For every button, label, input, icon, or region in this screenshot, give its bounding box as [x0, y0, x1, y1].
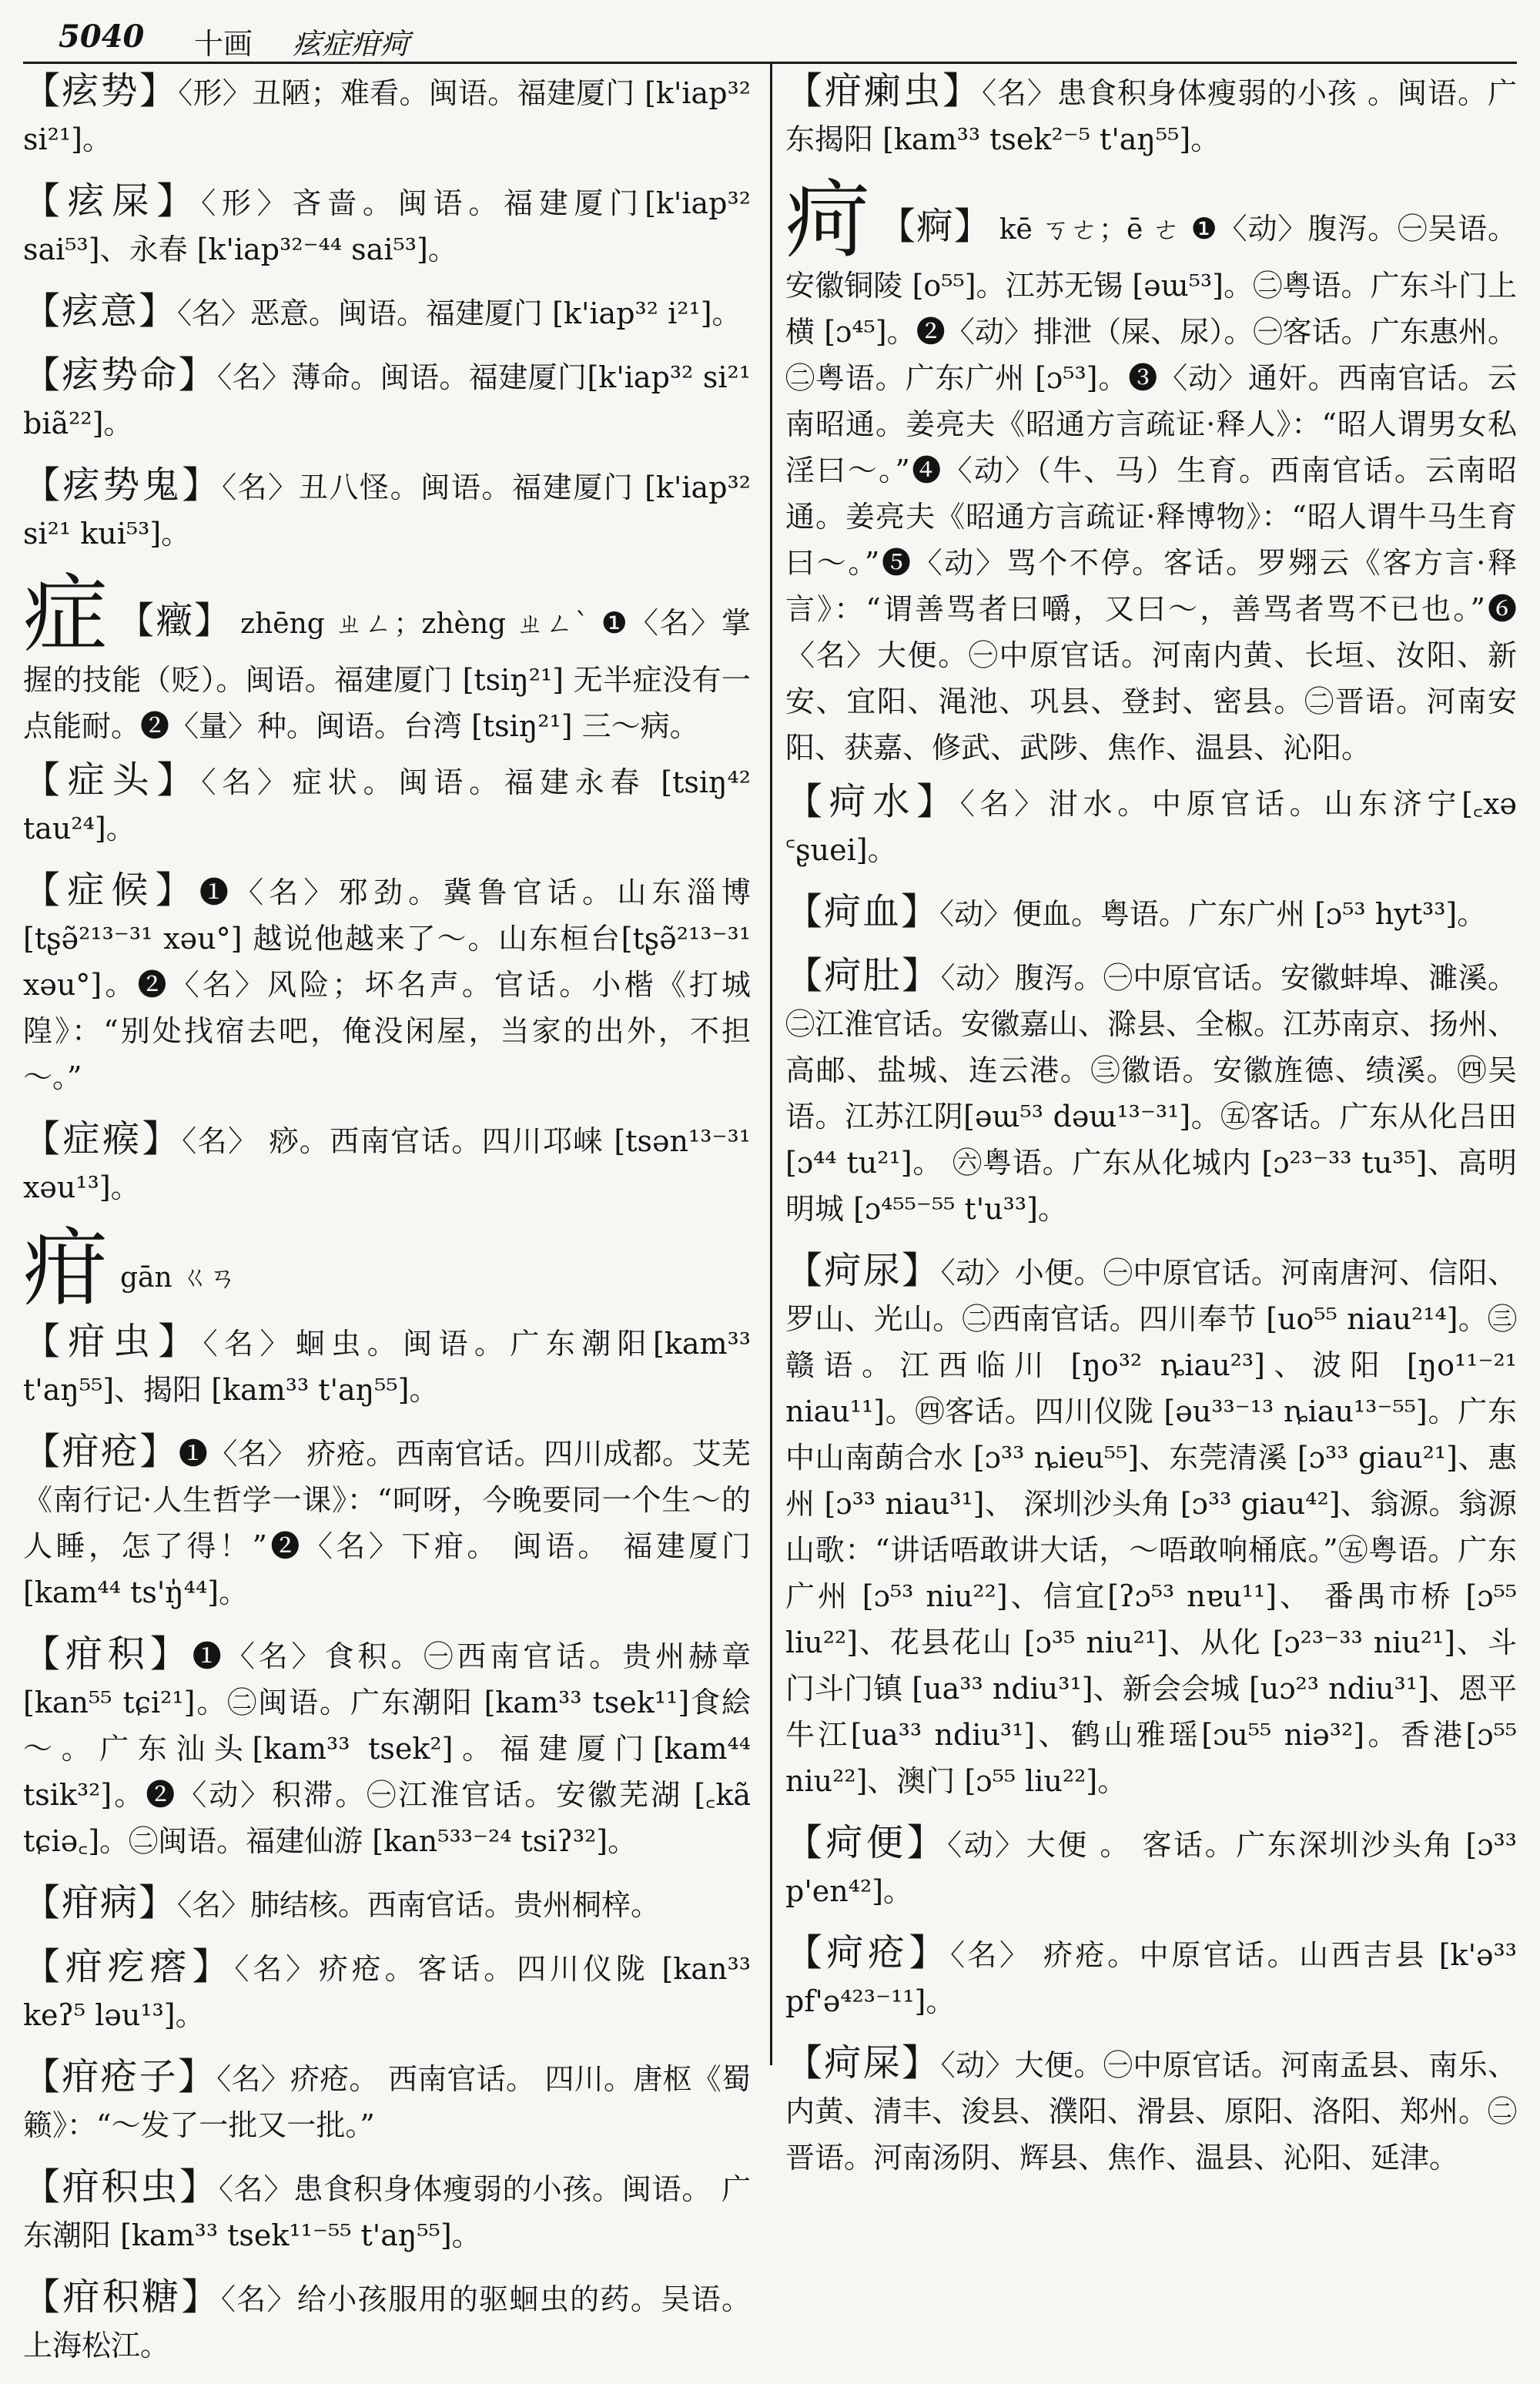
entry-headword: 【疴疮】	[785, 1931, 951, 1974]
definition: 〈动〉大便。㊀中原官话。河南孟县、南乐、内黄、清丰、浚县、濮阳、滑县、原阳、洛阳、郑州。㊁晋语。河南汤阴、辉县、焦作、温县、沁阳、延津。	[785, 2048, 1518, 2175]
entry-headword: 【疳积虫】	[23, 2165, 219, 2208]
entry-headword: 【疳疙瘩】	[23, 1945, 235, 1988]
word-entry	[23, 2054, 751, 2148]
definition: 〈名〉恶意。闽语。福建厦门 [k'iap³² i²¹]。	[177, 296, 742, 330]
word-entry	[23, 1318, 751, 1413]
head-character: 疴	[785, 171, 871, 270]
character-entry	[23, 1219, 751, 1318]
entry-headword: 【痃势鬼】	[23, 464, 223, 507]
definition: 〈名〉泔水。中原官话。山东济宁[꜀xə ꜂ʂuei]。	[785, 787, 1517, 867]
word-entry	[23, 2274, 751, 2369]
pronunciation: zhēng ㄓㄥ；zhèng ㄓㄥˋ	[240, 608, 591, 640]
variant-form: 【癥】	[117, 599, 233, 642]
running-headwords: 痃症疳疴	[293, 27, 410, 61]
definition: 〈动〉腹泻。㊀中原官话。安徽蚌埠、濉溪。㊁江淮官话。安徽嘉山、滁县、全椒。江苏南京、扬州、高邮、盐城、连云港。㊂徽语。安徽旌德、绩溪。㊃吴语。江苏江阴[əɯ⁵³ dəɯ¹³⁻³¹]。㊄客话。广东从化吕田 [ɔ⁴⁴ tu²¹]。 ㊅粤语。广东从化城内 [ɔ²³⁻³³ tu³⁵]、高明明城 [ɔ⁴⁵⁵⁻⁵⁵ t'u³³]。	[785, 961, 1518, 1226]
entry-headword: 【疳瘌虫】	[785, 69, 982, 112]
entry-headword: 【痃屎】	[23, 179, 202, 223]
word-entry	[23, 757, 751, 852]
word-entry	[23, 1631, 751, 1864]
definition: 〈名〉 痧。西南官话。四川邛崃 [tsən¹³⁻³¹ xəu¹³]。	[23, 1124, 751, 1204]
entry-headword: 【疳疮】	[23, 1430, 179, 1473]
column-divider	[770, 63, 772, 2065]
word-entry	[23, 1944, 751, 2038]
definition: 〈名〉患食积身体瘦弱的小孩。闽语。 广东潮阳 [kam³³ tsek¹¹⁻⁵⁵ t'aŋ⁵⁵]。	[23, 2172, 751, 2252]
entry-headword: 【症候】	[23, 869, 199, 912]
section-label: 十画	[194, 27, 253, 61]
definition: ❶〈名〉掌握的技能（贬）。闽语。福建厦门 [tsiŋ²¹] 无半症没有一点能耐。❷〈量〉种。闽语。台湾 [tsiŋ²¹] 三～病。	[23, 606, 751, 743]
character-entry	[23, 565, 751, 749]
entry-headword: 【疳积】	[23, 1632, 192, 1676]
variant-form: 【痾】	[878, 205, 992, 248]
definition: 〈动〉大便 。 客话。广东深圳沙头角 [ɔ³³ p'en⁴²]。	[785, 1828, 1517, 1908]
pronunciation: kē ㄎㄜ；ē ㄜ	[999, 214, 1181, 246]
definition: 〈名〉症状。闽语。福建永春 [tsiŋ⁴² tau²⁴]。	[23, 765, 751, 845]
definition: 〈名〉薄命。闽语。福建厦门[k'iap³² si²¹ biã²²]。	[23, 360, 751, 440]
definition: ❶〈名〉食积。㊀西南官话。贵州赫章[kan⁵⁵ tɕi²¹]。㊁闽语。广东潮阳 [kam³³ tsek¹¹]食絵～。广东汕头[kam³³ tsek²]。福建厦门[kam⁴⁴ tsik³²]。❷〈动〉积滞。㊀江淮官话。安徽芜湖 [꜀kã tɕiə꜀]。㊁闽语。福建仙游 [kan⁵³³⁻²⁴ tsiʔ³²]。	[23, 1639, 751, 1858]
word-entry	[785, 1820, 1517, 1914]
word-entry	[23, 867, 751, 1100]
definition: 〈名〉疥疮。客话。四川仪陇 [kan³³ keʔ⁵ ləu¹³]。	[23, 1952, 751, 2032]
definition: 〈动〉便血。粤语。广东广州 [ɔ⁵³ hyt³³]。	[939, 897, 1487, 931]
word-entry	[23, 462, 751, 557]
word-entry	[785, 778, 1517, 873]
definition: 〈名〉蛔虫。闽语。广东潮阳[kam³³ t'aŋ⁵⁵]、揭阳 [kam³³ t'aŋ⁵⁵]。	[23, 1327, 751, 1407]
entry-headword: 【症瘊】	[23, 1117, 182, 1160]
definition: ❶〈名〉 疥疮。西南官话。四川成都。艾芜《南行记·人生哲学一课》：“呵呀，今晚要同一个生～的人睡，怎了得！”❷〈名〉下疳。 闽语。 福建厦门 [kam⁴⁴ ts'ŋ̍⁴⁴]。	[23, 1437, 751, 1609]
definition: 〈形〉吝啬。闽语。福建厦门[k'iap³² sai⁵³]、永春 [k'iap³²⁻⁴⁴ sai⁵³]。	[23, 186, 751, 266]
entry-headword: 【痃意】	[23, 290, 178, 333]
definition: ❶〈名〉邪劲。冀鲁官话。山东淄博[tʂə̃²¹³⁻³¹ xəu°] 越说他越来了～。山东桓台[tʂə̃²¹³⁻³¹ xəu°]。❷〈名〉风险；坏名声。官话。小楷《打城隍》：“别处找宿去吧，俺没闲屋，当家的出外，不担～。”	[23, 876, 751, 1094]
definition: 〈名〉疥疮。 西南官话。 四川。唐枢《蜀籁》：“～发了一批又一批。”	[23, 2062, 751, 2142]
head-character: 症	[23, 565, 110, 664]
definition: 〈名〉肺结核。西南官话。贵州桐梓。	[177, 1888, 661, 1922]
entry-headword: 【疳病】	[23, 1881, 178, 1924]
word-entry	[785, 68, 1517, 162]
entry-headword: 【疴屎】	[785, 2041, 941, 2084]
definition: 〈动〉小便。㊀中原官话。河南唐河、信阳、罗山、光山。㊁西南官话。四川奉节 [uo⁵⁵ niau²¹⁴]。㊂赣语。江西临川 [ŋo³² ȵiau²³]、波阳 [ŋo¹¹⁻²¹ niau¹¹]。㊃客话。四川仪陇 [əu³³⁻¹³ ȵiau¹³⁻⁵⁵]。广东中山南蓢合水 [ɔ³³ ȵieu⁵⁵]、东莞清溪 [ɔ³³ giau²¹]、惠州 [ɔ³³ niau³¹]、 深圳沙头角 [ɔ³³ giau⁴²]、翁源。翁源山歌：“讲话唔敢讲大话，～唔敢响桶底。”㊄粤语。广东广州 [ɔ⁵³ niu²²]、信宜[ʔɔ⁵³ nɐu¹¹]、 番禺市桥 [ɔ⁵⁵ liu²²]、花县花山 [ɔ³⁵ niu²¹]、从化 [ɔ²³⁻³³ niu²¹]、斗门斗门镇 [ua³³ ndiu³¹]、新会会城 [uɔ²³ ndiu³¹]、恩平牛江[ua³³ ndiu³¹]、鹤山雅瑶[ɔu⁵⁵ niə³²]。香港[ɔ⁵⁵ niu²²]、澳门 [ɔ⁵⁵ liu²²]。	[785, 1256, 1517, 1798]
pronunciation: gān ㄍㄢ	[120, 1262, 237, 1294]
character-entry	[785, 171, 1518, 771]
definition: 〈名〉丑八怪。闽语。福建厦门 [k'iap³² si²¹ kui⁵³]。	[23, 470, 751, 551]
word-entry	[23, 352, 751, 447]
entry-headword: 【痃势】	[23, 69, 179, 112]
word-entry	[23, 68, 751, 162]
word-entry	[23, 1428, 751, 1616]
word-entry	[23, 1116, 751, 1210]
head-character: 疳	[23, 1219, 108, 1318]
word-entry	[23, 2164, 751, 2258]
word-entry	[23, 178, 751, 273]
page-number: 5040	[59, 18, 145, 55]
word-entry	[23, 1880, 751, 1928]
word-entry	[785, 953, 1517, 1232]
definition: 〈名〉患食积身体瘦弱的小孩 。闽语。广东揭阳 [kam³³ tsek²⁻⁵ t'aŋ⁵⁵]。	[785, 76, 1517, 156]
entry-headword: 【疳疮子】	[23, 2055, 217, 2098]
entry-headword: 【疳虫】	[23, 1320, 203, 1363]
page-header	[23, 11, 1517, 64]
word-entry	[785, 889, 1517, 937]
definition: 〈形〉丑陋；难看。闽语。福建厦门 [k'iap³² si²¹]。	[23, 76, 751, 156]
definition: 〈名〉给小孩服用的驱蛔虫的药。吴语。上海松江。	[23, 2282, 751, 2362]
word-entry	[785, 1247, 1517, 1804]
entry-headword: 【疴便】	[785, 1821, 948, 1864]
word-entry	[785, 2040, 1517, 2181]
entry-headword: 【疴水】	[785, 780, 960, 823]
word-entry	[785, 1930, 1517, 2024]
word-entry	[23, 288, 751, 337]
entry-headword: 【疴血】	[785, 890, 940, 933]
definition: 〈名〉 疥疮。中原官话。山西吉县 [k'ə³³ pf'ə⁴²³⁻¹¹]。	[785, 1938, 1517, 2018]
entry-headword: 【症头】	[23, 758, 202, 802]
entry-headword: 【疴尿】	[785, 1249, 941, 1292]
entry-headword: 【痃势命】	[23, 353, 218, 397]
entry-headword: 【疳积糖】	[23, 2275, 221, 2319]
entry-headword: 【疴肚】	[785, 954, 941, 997]
left-column	[23, 68, 751, 2384]
right-column	[785, 68, 1517, 2196]
definition: ❶〈动〉腹泻。㊀吴语。安徽铜陵 [o⁵⁵]。江苏无锡 [əɯ⁵³]。㊁粤语。广东斗门上横 [ɔ⁴⁵]。❷〈动〉排泄（屎、尿）。㊀客话。广东惠州。㊁粤语。广东广州 [ɔ⁵³]。❸〈动〉通奸。西南官话。云南昭通。姜亮夫《昭通方言疏证·释人》：“昭人谓男女私淫曰～。”❹〈动〉（牛、马）生育。西南官话。云南昭通。姜亮夫《昭通方言疏证·释博物》：“昭人谓牛马生育曰～。”❺〈动〉骂个不停。客话。罗翙云《客方言·释言》：“谓善骂者曰嚼，又曰～，善骂者骂不已也。”❻〈名〉大便。㊀中原官话。河南内黄、长垣、汝阳、新安、宜阳、渑池、巩县、登封、密县。㊁晋语。河南安阳、获嘉、修武、武陟、焦作、温县、沁阳。	[785, 212, 1518, 765]
